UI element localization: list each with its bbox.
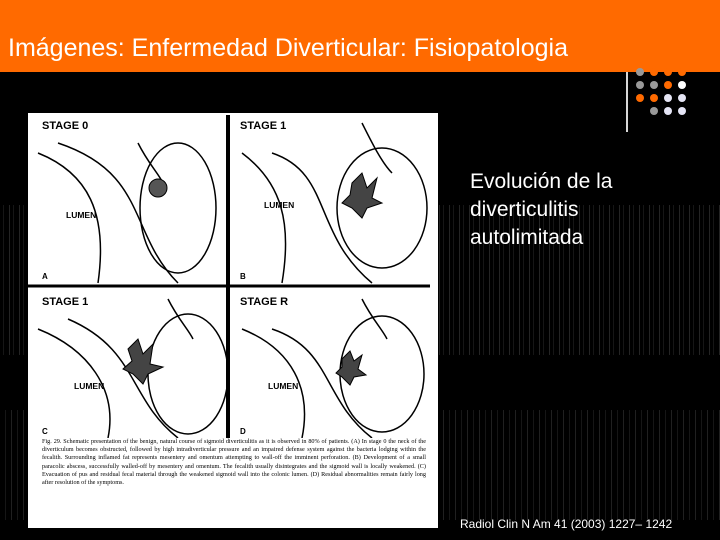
slide-title: Imágenes: Enfermedad Diverticular: Fisiopatologia: [8, 34, 568, 62]
description-line-3: autolimitada: [470, 226, 584, 249]
panel-b-stage: STAGE 1: [240, 120, 287, 132]
panel-a-stage: STAGE 0: [42, 120, 89, 132]
panel-d: [240, 296, 424, 438]
citation: Radiol Clin N Am 41 (2003) 1227– 1242: [460, 517, 673, 531]
diverticulitis-figure: [28, 113, 438, 528]
panel-a-lumen: LUMEN: [66, 210, 97, 220]
panel-c-letter: C: [42, 427, 48, 436]
panel-a: [38, 120, 216, 283]
panel-d-stage: STAGE R: [240, 296, 289, 308]
panel-b-letter: B: [240, 272, 246, 281]
figure-caption: Fig. 29. Schematic presentation of the benign, natural course of sigmoid diverticulitis as it is observed in 80% of patients. (A) In stage 0 the neck of the diverticulum becomes obstructed, followed by high intradiverticular pressure and an impaired defense system against the bacteria lodging within the fecalith. Surrounding inflamed fat represents mesentery and omentum attempting to wall-off the imminent perforation. (B) Development of a small paracolic abscess, successfully walled-off by mesentery and omentum. The fecalith usually disintegrates and the sigmoid wall is locally weakened. (C) Evacuation of pus and residual fecal material through the weakened sigmoid wall into the colonic lumen. (D) Residual abnormalities remain fairly long after resolution of the symptoms.: [42, 438, 426, 487]
panel-b: [240, 120, 427, 283]
panel-c: [38, 296, 228, 438]
description-text: [470, 168, 700, 252]
panel-d-lumen: LUMEN: [268, 381, 299, 391]
panel-d-letter: D: [240, 427, 246, 436]
decor-vertical-line: [626, 72, 628, 132]
panel-b-lumen: LUMEN: [264, 200, 295, 210]
description-line-1: Evolución de la: [470, 170, 613, 193]
stage-diagrams: [28, 113, 438, 438]
panel-c-lumen: LUMEN: [74, 381, 105, 391]
panel-a-letter: A: [42, 272, 48, 281]
decor-dot-grid-icon: [630, 62, 700, 117]
panel-c-stage: STAGE 1: [42, 296, 89, 308]
description-line-2: diverticulitis: [470, 198, 579, 221]
